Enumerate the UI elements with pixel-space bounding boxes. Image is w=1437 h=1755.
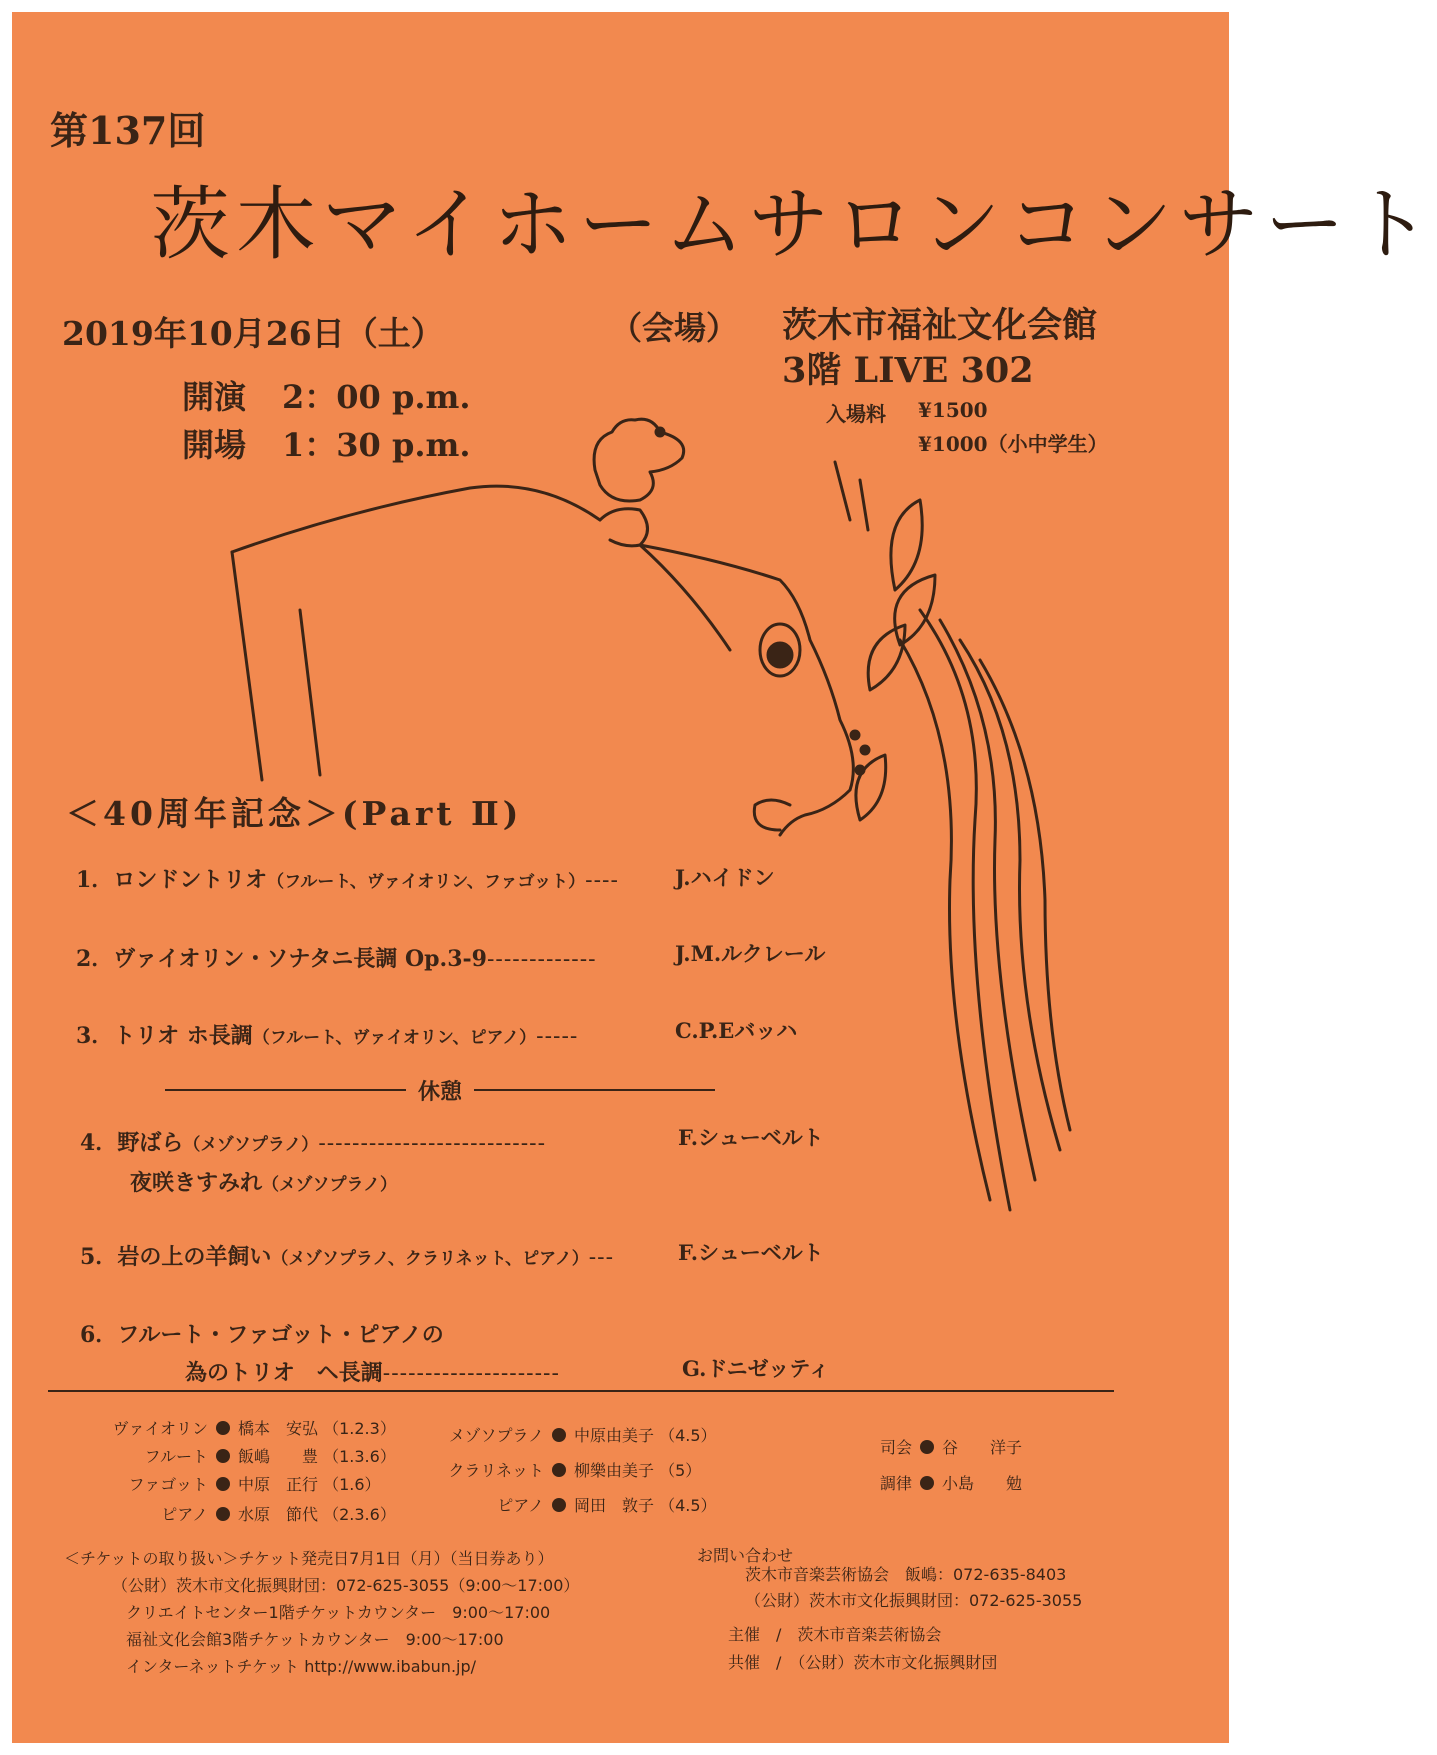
staff-role: 司会 xyxy=(879,1438,912,1457)
fee-child: ¥1000（小中学生） xyxy=(918,432,1108,456)
performer-row xyxy=(100,1416,396,1439)
item-instruments: （メゾソプラノ） xyxy=(262,1175,397,1195)
bullet-dot xyxy=(216,1477,230,1491)
pupil xyxy=(768,643,792,667)
staff-row xyxy=(860,1435,1022,1458)
item-leader: --- xyxy=(588,1245,615,1270)
performer-name: 水原 節代 xyxy=(238,1505,319,1524)
performer-name: 岡田 敦子 xyxy=(574,1496,655,1515)
program-item-6b xyxy=(185,1356,560,1387)
performer-instrument: クラリネット xyxy=(448,1461,544,1480)
item-leader: --------------------- xyxy=(382,1361,560,1386)
doors-time: 1：30 p.m. xyxy=(282,426,471,464)
item-title: ロンドントリオ xyxy=(113,867,268,893)
item-leader: ----- xyxy=(536,1024,579,1049)
ticket-line: 福祉文化会館3階チケットカウンター 9:00～17:00 xyxy=(126,1630,504,1649)
composer-2: J.M.ルクレール xyxy=(675,941,826,966)
composer-4: F.シューベルト xyxy=(678,1125,824,1150)
bullet-dot xyxy=(216,1449,230,1463)
bullet-dot xyxy=(216,1421,230,1435)
performer-name: 飯嶋 豊 xyxy=(238,1447,319,1466)
intermission-divider xyxy=(165,1075,715,1105)
arm-inner xyxy=(300,610,320,775)
bullet-dot xyxy=(552,1498,566,1512)
concert-title: 茨木マイホームサロンコンサート xyxy=(150,178,1437,271)
performer-name: 中原 正行 xyxy=(238,1475,319,1494)
program-item-1 xyxy=(76,863,619,894)
item-number: 2． xyxy=(76,946,114,972)
item-leader: ---- xyxy=(585,868,619,893)
item-number: 3． xyxy=(76,1023,114,1049)
performer-pieces: （1.6） xyxy=(323,1475,381,1494)
item-title: トリオ ホ長調 xyxy=(113,1023,253,1049)
performer-name: 中原由美子 xyxy=(574,1426,655,1445)
start-time: 2：00 p.m. xyxy=(282,378,471,416)
performer-pieces: （1.2.3） xyxy=(323,1419,396,1438)
ticket-heading: ＜チケットの取り扱い＞チケット発売日7月1日（月）（当日券あり） xyxy=(64,1549,554,1568)
performer-instrument: ピアノ xyxy=(161,1505,208,1524)
program-item-4 xyxy=(80,1126,546,1157)
program-item-2 xyxy=(76,942,597,973)
composer-3: C.P.Eバッハ xyxy=(675,1018,798,1043)
item-title: 岩の上の羊飼い xyxy=(117,1244,272,1270)
organizer: 主催 / 茨木市音楽芸術協会 xyxy=(728,1625,942,1644)
item-number: 4． xyxy=(80,1130,118,1156)
bird-eye xyxy=(656,428,664,436)
item-number: 6． xyxy=(80,1322,118,1348)
start-label: 開演 xyxy=(182,378,247,416)
program-item-4b xyxy=(130,1166,397,1197)
item-title: フルート・ファゴット・ピアノの xyxy=(117,1322,444,1348)
staff-row xyxy=(860,1471,1022,1494)
item-leader: ------------- xyxy=(486,947,597,972)
hair-5 xyxy=(900,640,990,1200)
hand xyxy=(600,509,648,546)
item-instruments: （メゾソプラノ、クラリネット、ピアノ） xyxy=(271,1249,589,1269)
program-item-3 xyxy=(76,1019,578,1050)
divider-line-right xyxy=(474,1089,715,1091)
performer-instrument: メゾソプラノ xyxy=(448,1426,544,1445)
performer-pieces: （1.3.6） xyxy=(323,1447,396,1466)
performer-name: 柳樂由美子 xyxy=(574,1461,655,1480)
item-instruments: （フルート、ヴァイオリン、ピアノ） xyxy=(252,1028,537,1048)
program-item-6 xyxy=(80,1318,444,1349)
performer-row xyxy=(100,1472,381,1495)
anniversary-heading: ＜40周年記念＞(Part Ⅱ) xyxy=(66,794,523,833)
bullet-dot xyxy=(216,1507,230,1521)
ear-curl xyxy=(754,800,790,830)
staff-name: 谷 洋子 xyxy=(942,1438,1023,1457)
performer-pieces: （4.5） xyxy=(659,1496,717,1515)
bullet-dot xyxy=(920,1476,934,1490)
performer-pieces: （4.5） xyxy=(659,1426,717,1445)
performer-instrument: ファゴット xyxy=(128,1475,208,1494)
ticket-line: （公財）茨木市文化振興財団：072-625-3055（9:00～17:00） xyxy=(112,1576,580,1595)
start-time-row xyxy=(182,372,470,418)
performer-row xyxy=(100,1444,396,1467)
item-instruments: （メゾソプラノ） xyxy=(183,1135,319,1155)
leaf-3 xyxy=(868,625,905,690)
composer-1: J.ハイドン xyxy=(675,865,775,890)
venue-name: 茨木市福祉文化会館 xyxy=(782,305,1098,346)
edition-label: 第137回 xyxy=(50,108,206,153)
item-number: 5． xyxy=(80,1244,118,1270)
contact-line: 茨木市音楽芸術協会 飯嶋：072-635-8403 xyxy=(745,1565,1067,1584)
ticket-line: インターネットチケット http://www.ibabun.jp/ xyxy=(126,1657,477,1676)
section-separator xyxy=(48,1390,1114,1392)
item-instruments: （フルート、ヴァイオリン、ファゴット） xyxy=(267,872,586,892)
item-title: ヴァイオリン・ソナタニ長調 Op.3-9 xyxy=(113,946,487,972)
performer-row xyxy=(440,1493,717,1516)
venue-floor: 3階 LIVE 302 xyxy=(782,350,1034,391)
face-profile xyxy=(640,545,853,835)
venue-label: （会場） xyxy=(610,309,739,347)
performer-instrument: フルート xyxy=(144,1447,208,1466)
composer-6: G.ドニゼッティ xyxy=(682,1356,830,1381)
arm-outline-top xyxy=(232,486,600,552)
performer-row xyxy=(440,1423,717,1446)
doors-time-row xyxy=(182,420,470,466)
staff-name: 小島 勉 xyxy=(942,1474,1023,1493)
item-leader: --------------------------- xyxy=(318,1131,547,1156)
program-item-5 xyxy=(80,1240,614,1271)
contact-heading: お問い合わせ xyxy=(697,1546,794,1565)
performer-instrument: ヴァイオリン xyxy=(112,1419,208,1438)
bullet-dot xyxy=(920,1440,934,1454)
composer-5: F.シューベルト xyxy=(678,1240,824,1265)
bullet-dot xyxy=(552,1463,566,1477)
item-title: 野ばら xyxy=(117,1130,184,1156)
performer-pieces: （5） xyxy=(659,1461,702,1480)
contact-line: （公財）茨木市文化振興財団：072-625-3055 xyxy=(745,1591,1083,1610)
item-title: 夜咲きすみれ xyxy=(130,1170,263,1196)
bullet-dot xyxy=(552,1428,566,1442)
co-organizer: 共催 / （公財）茨木市文化振興財団 xyxy=(728,1653,998,1672)
performer-row xyxy=(100,1502,396,1525)
bird xyxy=(594,419,684,501)
divider-line-left xyxy=(165,1089,406,1091)
doors-label: 開場 xyxy=(182,426,247,464)
leaf-1 xyxy=(891,500,922,590)
performer-instrument: ピアノ xyxy=(497,1496,544,1515)
item-number: 1． xyxy=(76,867,114,893)
arm-outline-bottom xyxy=(232,552,262,780)
fee-adult: ¥1500 xyxy=(918,398,988,422)
performer-name: 橋本 安弘 xyxy=(238,1419,319,1438)
intermission-label: 休憩 xyxy=(418,1078,463,1105)
ticket-line: クリエイトセンター1階チケットカウンター 9:00～17:00 xyxy=(126,1603,551,1622)
performer-pieces: （2.3.6） xyxy=(323,1505,396,1524)
staff-role: 調律 xyxy=(879,1474,912,1493)
event-date: 2019年10月26日（土） xyxy=(62,314,444,353)
item-title: 為のトリオ ヘ長調 xyxy=(185,1360,383,1386)
fee-label: 入場料 xyxy=(826,402,886,426)
performer-row xyxy=(440,1458,701,1481)
